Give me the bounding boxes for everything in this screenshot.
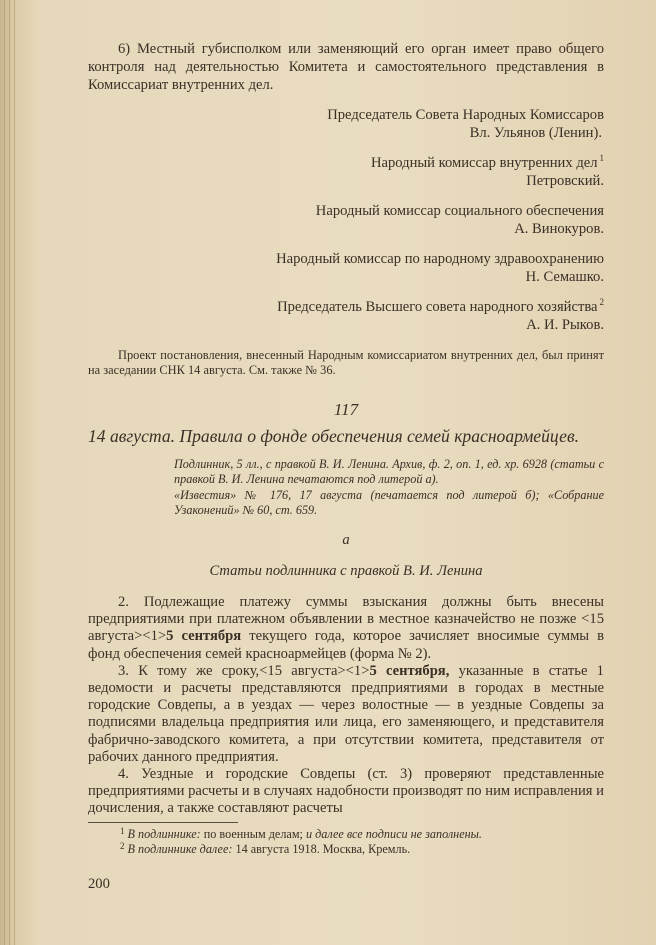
section-letter: а: [342, 532, 350, 548]
footnote-2: [88, 842, 604, 857]
page-content: [88, 40, 604, 857]
footnote-divider: [88, 822, 238, 823]
page-number: 200: [88, 876, 110, 892]
signature-title: Народный комиссар по народному здравоохранению: [276, 251, 604, 267]
deleted-date: <15 августа>: [88, 611, 604, 645]
section-subtitle: Статьи подлинника с правкой В. И. Ленина: [209, 563, 483, 579]
inserted-date: 5 сентября: [166, 628, 242, 645]
footnote-text: по военным делам;: [203, 826, 303, 841]
article-3-text-cont: указанные в статье 1 ведомости и расчеты представляются предприятиями в городах в местные городские Совдепы, а в уездах — через волостные — в уездные Совдепы за подписями владельца предприятия или лица, его заменяющего, и представителя фабрично-заводского комитета, а при отсутствии комитета, представителя от рабочих данного предприятия.: [88, 662, 604, 765]
signature-title: Председатель Высшего совета народного хозяйства: [277, 299, 598, 315]
signature-name: Н. Семашко.: [525, 269, 604, 285]
footnote-marker: 2: [599, 297, 604, 307]
page-edge: [4, 0, 5, 945]
signature-3: [88, 202, 604, 238]
signature-title: Народный комиссар внутренних дел: [370, 155, 598, 171]
signature-name: Петровский.: [526, 173, 604, 189]
insert-mark: <1>: [142, 628, 167, 645]
signature-title: Председатель Совета Народных Комиссаров: [327, 107, 604, 123]
insert-mark: <1>: [345, 662, 370, 679]
source-note-1: Подлинник, 5 лл., с правкой В. И. Ленина. Архив, ф. 2, оп. 1, ед. хр. 6928 (статьи с правкой В. И. Ленина печатаются под литерой а).: [174, 457, 604, 486]
footnote-text: 14 августа 1918. Москва, Кремль.: [235, 841, 411, 856]
document-title: 14 августа. Правила о фонде обеспечения семей красноармейцев.: [88, 426, 579, 446]
article-2: [88, 594, 604, 663]
signature-name: А. И. Рыков.: [526, 317, 604, 333]
article-2-text: 2. Подлежащие платежу суммы взыскания должны быть внесены предприятиями при платежном объявлении в местное казначейство не позже: [88, 594, 604, 628]
article-2-text-cont: текущего года, которое зачисляет вносимые суммы в фонд обеспечения семей красноармейцев (форма № 2).: [88, 628, 605, 662]
page-edge: [9, 0, 10, 945]
signature-4: [88, 250, 604, 286]
footnote-lead: В подлиннике далее:: [127, 841, 233, 856]
signature-title: Народный комиссар социального обеспечения: [315, 203, 604, 219]
inserted-date: 5 сентября,: [369, 662, 450, 679]
footnote-number: 2: [120, 840, 125, 851]
article-4: 4. Уездные и городские Совдепы (ст. 3) проверяют представленные предприятиями расчеты и в случаях надобности производят по ним исправления и дочисления, а также составляют расчеты: [88, 766, 604, 817]
paragraph-6: 6) Местный губисполком или заменяющий его орган имеет право общего контроля над деятельностью Комитета и самостоятельного представления в Комиссариат внутренних дел.: [88, 41, 604, 93]
signature-5: [88, 298, 604, 334]
footnote-lead: В подлиннике:: [127, 826, 201, 841]
article-3: [88, 663, 604, 766]
document-number: 117: [333, 400, 359, 419]
project-note: Проект постановления, внесенный Народным комиссариатом внутренних дел, был принят на заседании СНК 14 августа. См. также № 36.: [88, 348, 604, 377]
footnote-tail: и далее все подписи не заполнены.: [305, 826, 482, 841]
source-note-2: «Известия» № 176, 17 августа (печатается под литерой б); «Собрание Узаконений» № 60, ст. 659.: [174, 488, 604, 517]
signature-name: А. Винокуров.: [514, 221, 604, 237]
signature-2: [88, 154, 604, 190]
footnote-number: 1: [120, 825, 125, 836]
article-3-text: 3. К тому же сроку,: [118, 662, 260, 679]
signature-1: [88, 106, 604, 142]
deleted-date: <15 августа>: [259, 662, 346, 679]
signature-name: Вл. Ульянов (Ленин).: [469, 125, 602, 141]
footnote-1: [88, 827, 604, 842]
page-edge: [14, 0, 15, 945]
footnote-marker: 1: [599, 153, 604, 163]
